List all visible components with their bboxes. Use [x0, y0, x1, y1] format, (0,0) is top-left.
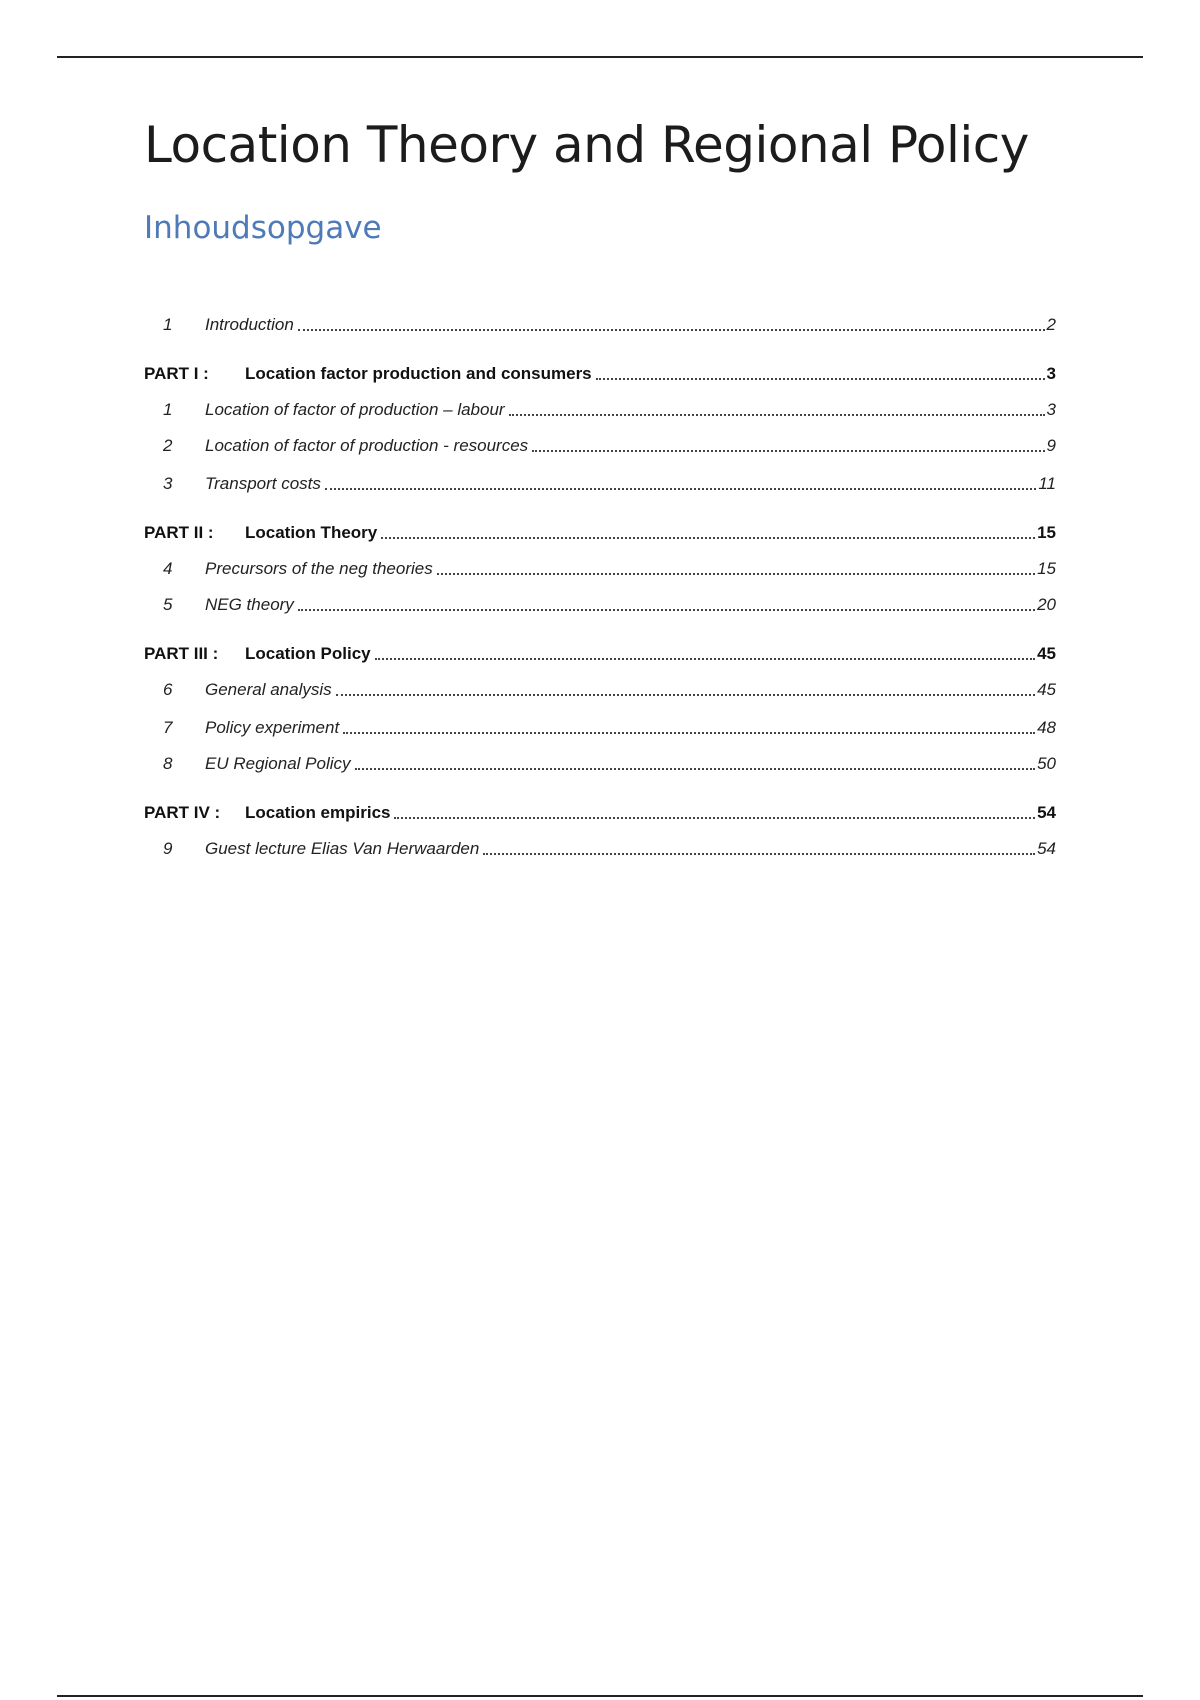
toc-dot-leader — [483, 852, 1035, 855]
toc-entry-guest-lecture[interactable] — [144, 833, 1056, 859]
toc-entry-title: Policy experiment — [205, 718, 340, 737]
toc-entry-number: 2 — [163, 436, 173, 455]
toc-entry-page: 45 — [1037, 680, 1056, 699]
toc-entry-page: 20 — [1037, 595, 1056, 614]
toc-dot-leader — [355, 767, 1036, 770]
toc-dot-leader — [509, 413, 1045, 416]
toc-entry-title: Location of factor of production - resources — [205, 436, 529, 455]
toc-part-4[interactable] — [144, 797, 1056, 823]
toc-heading: Inhoudsopgave — [144, 210, 382, 246]
toc-entry-number: 1 — [163, 315, 173, 334]
toc-entry-number: 4 — [163, 559, 173, 578]
toc-part-2[interactable] — [144, 517, 1056, 543]
toc-entry-general-analysis[interactable] — [144, 674, 1056, 700]
toc-part-3[interactable] — [144, 638, 1056, 664]
toc-entry-title: General analysis — [205, 680, 332, 699]
toc-entry-title: Location factor production and consumers — [245, 364, 592, 383]
toc-dot-leader — [375, 657, 1035, 660]
toc-entry-resources[interactable] — [144, 430, 1056, 456]
footer-rule — [57, 1695, 1143, 1697]
toc-entry-page: 45 — [1037, 644, 1056, 663]
toc-entry-title: Location empirics — [245, 803, 391, 822]
toc-entry-title: EU Regional Policy — [205, 754, 351, 773]
document-title: Location Theory and Regional Policy — [144, 116, 1029, 174]
toc-part-label: PART IV : — [144, 803, 221, 822]
toc-entry-title: Transport costs — [205, 474, 321, 493]
toc-entry-title: NEG theory — [205, 595, 294, 614]
toc-entry-number: 8 — [163, 754, 173, 773]
toc-entry-page: 54 — [1037, 839, 1056, 858]
toc-part-1[interactable] — [144, 358, 1056, 384]
toc-entry-page: 2 — [1046, 315, 1056, 334]
toc-entry-number: 6 — [163, 680, 173, 699]
toc-entry-page: 15 — [1037, 523, 1056, 542]
toc-dot-leader — [298, 608, 1035, 611]
toc-entry-number: 5 — [163, 595, 173, 614]
toc-part-label: PART III : — [144, 644, 219, 663]
toc-entry-title: Precursors of the neg theories — [205, 559, 433, 578]
toc-entry-page: 11 — [1038, 474, 1056, 493]
toc-dot-leader — [381, 536, 1035, 539]
toc-part-label: PART II : — [144, 523, 214, 542]
toc-entry-number: 9 — [163, 839, 173, 858]
toc-entry-title: Location Theory — [245, 523, 378, 542]
toc-dot-leader — [325, 487, 1036, 490]
toc-entry-page: 54 — [1037, 803, 1056, 822]
toc-dot-leader — [394, 816, 1035, 819]
toc-entry-page: 48 — [1037, 718, 1056, 737]
toc-entry-eu-regional-policy[interactable] — [144, 748, 1056, 774]
toc-entry-title: Location of factor of production – labour — [205, 400, 505, 419]
toc-entry-number: 3 — [163, 474, 173, 493]
toc-entry-page: 15 — [1037, 559, 1056, 578]
toc-entry-number: 7 — [163, 718, 173, 737]
toc-entry-precursors[interactable] — [144, 553, 1056, 579]
toc-entry-introduction[interactable] — [144, 309, 1056, 335]
toc-entry-number: 1 — [163, 400, 173, 419]
header-rule — [57, 56, 1143, 58]
toc-entry-title: Introduction — [205, 315, 294, 334]
toc-entry-title: Guest lecture Elias Van Herwaarden — [205, 839, 480, 858]
toc-dot-leader — [336, 693, 1035, 696]
toc-part-label: PART I : — [144, 364, 209, 383]
toc-dot-leader — [532, 449, 1044, 452]
toc-entry-page: 3 — [1046, 400, 1056, 419]
toc-entry-policy-experiment[interactable] — [144, 712, 1056, 738]
toc-entry-page: 3 — [1046, 364, 1056, 383]
toc-dot-leader — [596, 377, 1045, 380]
toc-entry-title: Location Policy — [245, 644, 371, 663]
toc-entry-labour[interactable] — [144, 394, 1056, 420]
toc-dot-leader — [437, 572, 1035, 575]
toc-entry-page: 9 — [1046, 436, 1056, 455]
toc-entry-transport-costs[interactable] — [144, 468, 1056, 494]
toc-entry-neg-theory[interactable] — [144, 589, 1056, 615]
toc-dot-leader — [298, 328, 1045, 331]
toc-entry-page: 50 — [1037, 754, 1056, 773]
toc-dot-leader — [343, 731, 1035, 734]
